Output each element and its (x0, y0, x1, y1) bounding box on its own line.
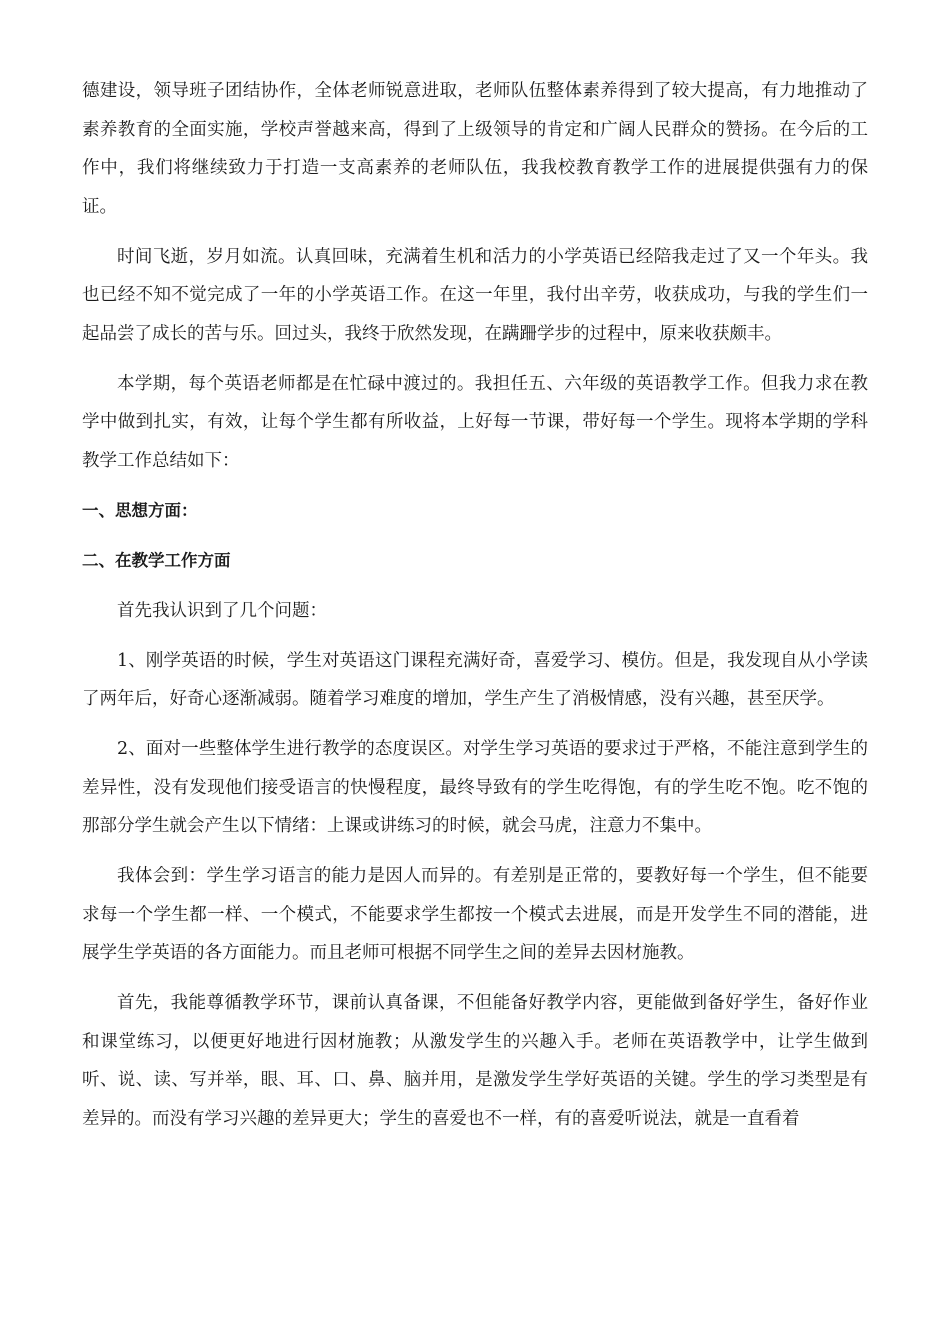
paragraph-problems-intro: 首先我认识到了几个问题： (117, 600, 327, 621)
paragraph-time-flies: 时间飞逝，岁月如流。认真回味，充满着生机和活力的小学英语已经陪我走过了又一个年头。我也已经不知不觉完成了一年的小学英语工作。在这一年里，我付出辛劳，收获成功，与我的学生们一起品尝了成长的苦与乐。回过头，我终于欣然发现，在蹒跚学步的过程中，原来收获颇丰。 (82, 246, 868, 344)
paragraph-insight: 我体会到：学生学习语言的能力是因人而异的。有差别是正常的，要教好每一个学生，但不能要求每一个学生都一样、一个模式，不能要求学生都按一个模式去进展，而是开发学生不同的潜能，进展学生学英语的各方面能力。而且老师可根据不同学生之间的差异去因材施教。 (82, 866, 868, 963)
document-page (82, 72, 868, 1150)
paragraph-first-measure: 首先，我能尊循教学环节，课前认真备课，不但能备好教学内容，更能做到备好学生，备好作业和课堂练习，以便更好地进行因材施教；从激发学生的兴趣入手。老师在英语教学中，让学生做到听、说、读、写并举，眼、耳、口、鼻、脑并用，是激发学生学好英语的关键。学生的学习类型是有差异的。而没有学习兴趣的差异更大；学生的喜爱也不一样，有的喜爱听说法，就是一直看着 (82, 993, 868, 1129)
paragraph-problem-1: 1、刚学英语的时候，学生对英语这门课程充满好奇，喜爱学习、模仿。但是，我发现自从小学读了两年后，好奇心逐渐减弱。随着学习难度的增加，学生产生了消极情感，没有兴趣，甚至厌学。 (82, 650, 868, 709)
paragraph-problem-2: 2、面对一些整体学生进行教学的态度误区。对学生学习英语的要求过于严格，不能注意到学生的差异性，没有发现他们接受语言的快慢程度，最终导致有的学生吃得饱，有的学生吃不饱。吃不饱的那部分学生就会产生以下情绪：上课或讲练习的时候，就会马虎，注意力不集中。 (82, 739, 868, 836)
section-heading-teaching: 二、在教学工作方面 (82, 550, 231, 570)
section-heading-thought: 一、思想方面： (82, 500, 198, 520)
paragraph-intro-continuation: 德建设，领导班子团结协作，全体老师锐意进取，老师队伍整体素养得到了较大提高，有力地推动了素养教育的全面实施，学校声誉越来高，得到了上级领导的肯定和广阔人民群众的赞扬。在今后的工作中，我们将继续致力于打造一支高素养的老师队伍，我我校教育教学工作的进展提供强有力的保证。 (82, 81, 868, 217)
paragraph-semester-summary: 本学期，每个英语老师都是在忙碌中渡过的。我担任五、六年级的英语教学工作。但我力求在教学中做到扎实，有效，让每个学生都有所收益，上好每一节课，带好每一个学生。现将本学期的学科教学工作总结如下： (82, 373, 868, 471)
